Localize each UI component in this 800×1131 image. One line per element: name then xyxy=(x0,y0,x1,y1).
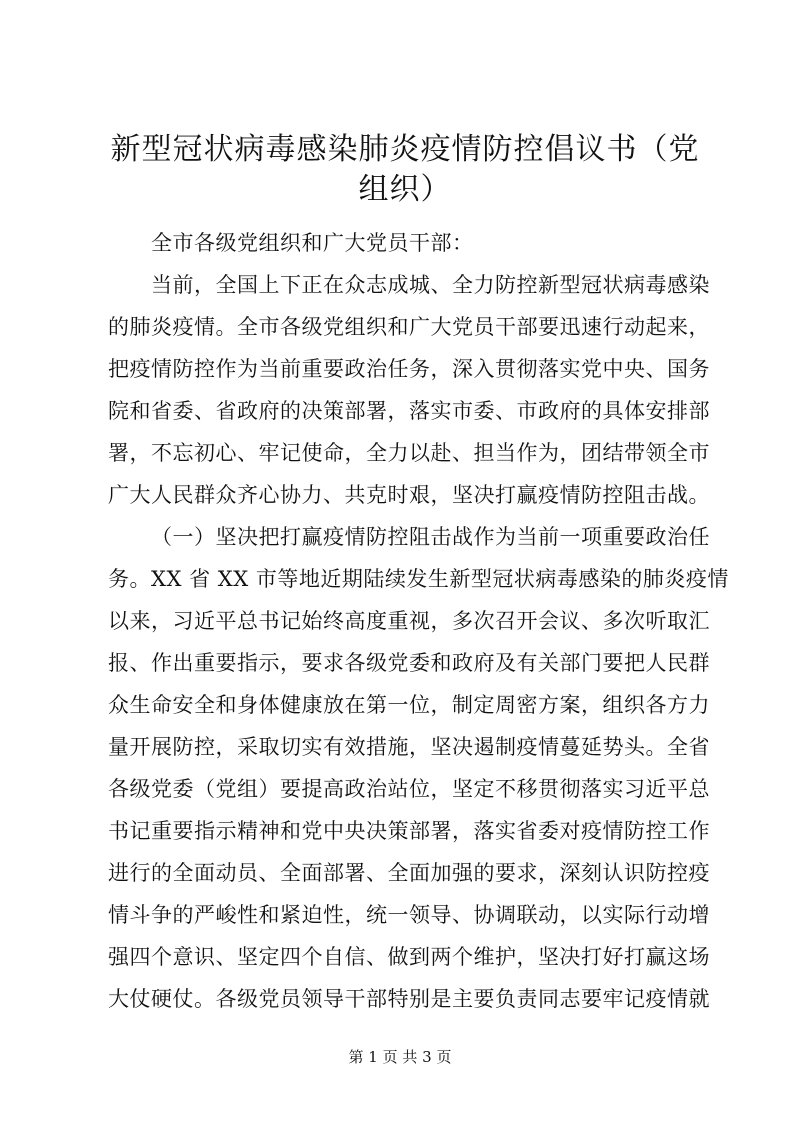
document-title: 新型冠状病毒感染肺炎疫情防控倡议书（党组织） xyxy=(110,132,700,207)
body-line: 情斗争的严峻性和紧迫性，统一领导、协调联动，以实际行动增 xyxy=(108,903,710,927)
body-line: （一）坚决把打赢疫情防控阻击战作为当前一项重要政治任 xyxy=(151,525,710,549)
body-line: 大仗硬仗。各级党员领导干部特别是主要负责同志要牢记疫情就 xyxy=(108,987,710,1011)
body-line: 各级党委（党组）要提高政治站位，坚定不移贯彻落实习近平总 xyxy=(108,777,710,801)
page-number: 第 1 页 共 3 页 xyxy=(348,1048,452,1066)
body-line: 的肺炎疫情。全市各级党组织和广大党员干部要迅速行动起来， xyxy=(108,315,710,339)
body-line: 署，不忘初心、牢记使命，全力以赴、担当作为，团结带领全市 xyxy=(108,441,710,465)
body-line: 进行的全面动员、全面部署、全面加强的要求，深刻认识防控疫 xyxy=(108,861,710,885)
body-line: 把疫情防控作为当前重要政治任务，深入贯彻落实党中央、国务 xyxy=(108,357,710,381)
body-line: 院和省委、省政府的决策部署，落实市委、市政府的具体安排部 xyxy=(108,399,710,423)
body-line: 当前，全国上下正在众志成城、全力防控新型冠状病毒感染 xyxy=(151,273,710,297)
body-line: 量开展防控，采取切实有效措施，坚决遏制疫情蔓延势头。全省 xyxy=(108,735,710,759)
body-line: 以来，习近平总书记始终高度重视，多次召开会议、多次听取汇 xyxy=(108,609,710,633)
body-line: 强四个意识、坚定四个自信、做到两个维护，坚决打好打赢这场 xyxy=(108,945,710,969)
body-line: 众生命安全和身体健康放在第一位，制定周密方案，组织各方力 xyxy=(108,693,710,717)
body-line: 书记重要指示精神和党中央决策部署，落实省委对疫情防控工作 xyxy=(108,819,710,843)
salutation-line: 全市各级党组织和广大党员干部： xyxy=(151,231,474,255)
body-line: 报、作出重要指示，要求各级党委和政府及有关部门要把人民群 xyxy=(108,651,710,675)
body-line: 广大人民群众齐心协力、共克时艰，坚决打赢疫情防控阻击战。 xyxy=(108,483,710,507)
body-line: 务。XX 省 XX 市等地近期陆续发生新型冠状病毒感染的肺炎疫情 xyxy=(108,567,729,591)
